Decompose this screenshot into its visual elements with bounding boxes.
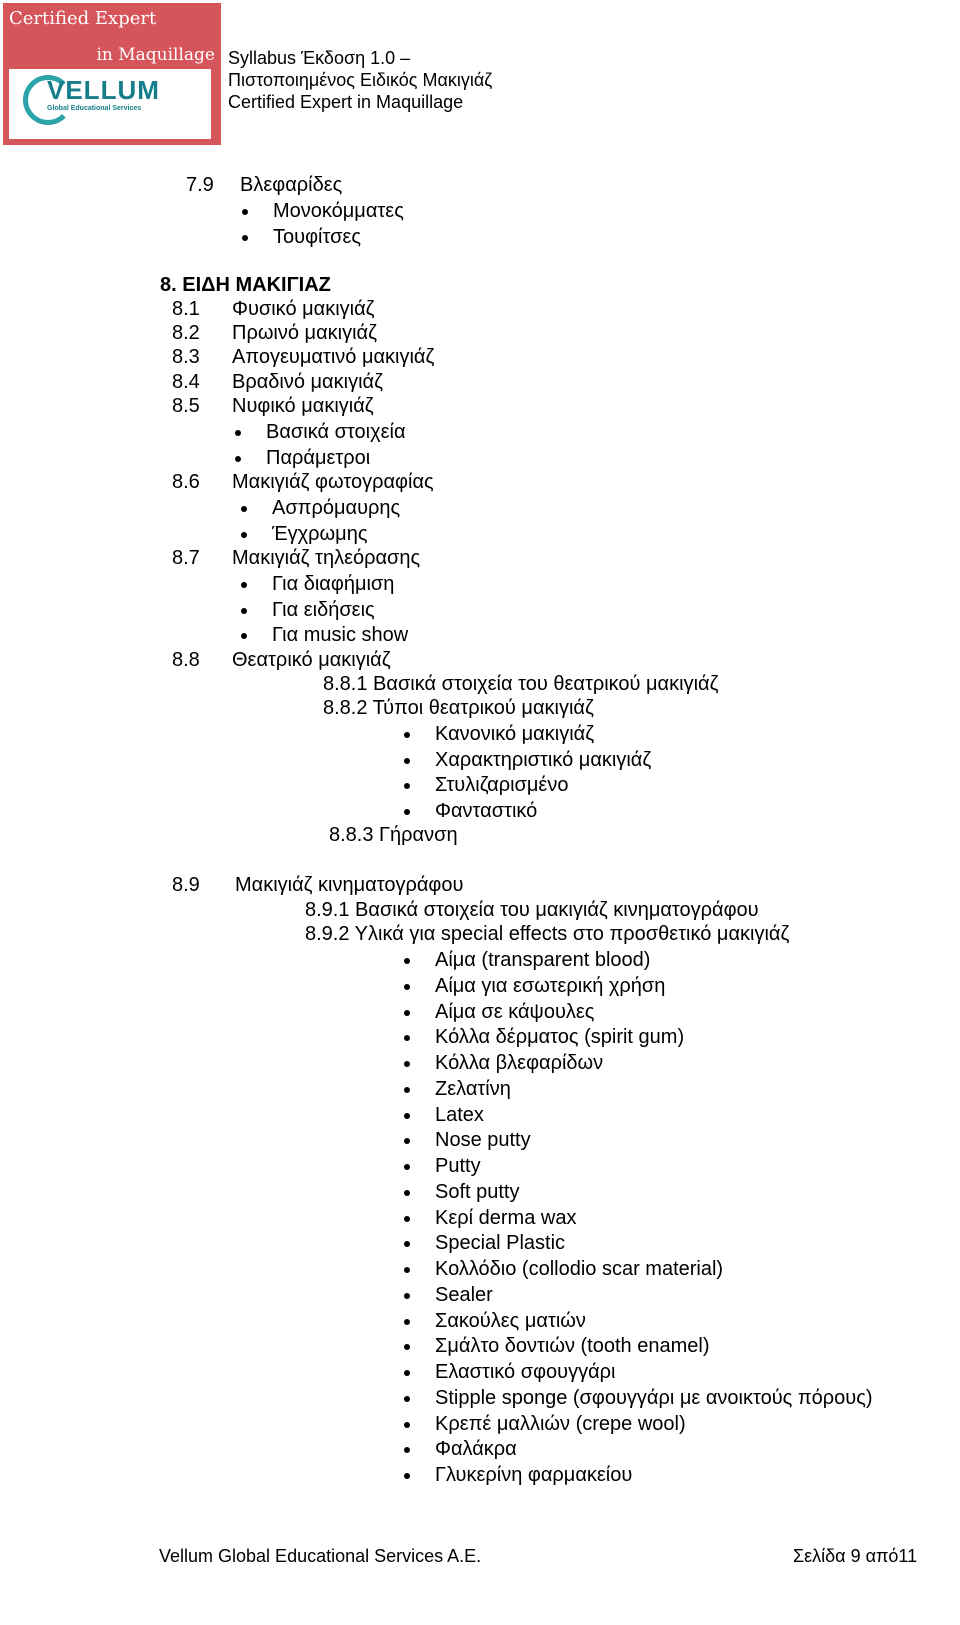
- list-item: Φανταστικό: [435, 800, 538, 822]
- list-item: Φαλάκρα: [435, 1438, 517, 1461]
- section-label: Βλεφαρίδες: [240, 174, 343, 196]
- section-label: Φυσικό μακιγιάζ: [232, 298, 375, 320]
- list-item: Ζελατίνη: [435, 1077, 511, 1100]
- list-item: Για music show: [272, 624, 409, 646]
- list-item: Κόλλα δέρματος (spirit gum): [435, 1026, 685, 1049]
- list-item: Ελαστικό σφουγγάρι: [435, 1361, 616, 1383]
- list-item: Αίμα για εσωτερική χρήση: [435, 974, 666, 997]
- subsection: 8.8.1 Βασικά στοιχεία του θεατρικού μακιγιάζ: [323, 673, 719, 695]
- section-number: 8.5: [172, 395, 200, 417]
- list-item: Για διαφήμιση: [272, 573, 395, 595]
- list-item: Special Plastic: [435, 1232, 566, 1255]
- list-item: Τουφίτσες: [273, 226, 362, 248]
- list-item: Κόλλα βλεφαρίδων: [435, 1052, 604, 1074]
- list-item: Σακούλες ματιών: [435, 1309, 586, 1332]
- list-item: Στυλιζαρισμένο: [435, 774, 569, 796]
- list-item: Βασικά στοιχεία: [266, 421, 406, 443]
- list-item: Κολλόδιο (collodio scar material): [435, 1258, 724, 1280]
- section-number: 8.6: [172, 471, 200, 493]
- title-english: Certified Expert in Maquillage: [228, 92, 464, 112]
- title-greek: Πιστοποιημένος Ειδικός Μακιγιάζ: [228, 70, 493, 90]
- subsection: 8.9.1 Βασικά στοιχεία του μακιγιάζ κινηματογράφου: [305, 899, 759, 921]
- list-item: Γλυκερίνη φαρμακείου: [435, 1464, 633, 1486]
- subsection: 8.8.3 Γήρανση: [329, 824, 458, 846]
- section-number: 8.3: [172, 346, 200, 368]
- list-item: Μονοκόμματες: [273, 200, 404, 222]
- footer-page-number: Σελίδα 9 από11: [793, 1546, 918, 1566]
- section-label: Θεατρικό μακιγιάζ: [232, 649, 391, 671]
- list-item: Soft putty: [435, 1180, 520, 1203]
- footer-company: Vellum Global Educational Services A.E.: [159, 1546, 482, 1566]
- section-number: 8.2: [172, 322, 200, 344]
- logo-subtitle: Global Educational Services: [47, 105, 142, 112]
- list-item: Παράμετροι: [266, 447, 371, 469]
- list-item: Κερί derma wax: [435, 1206, 577, 1229]
- section-number: 8.9: [172, 874, 200, 896]
- list-item: Χαρακτηριστικό μακιγιάζ: [435, 749, 652, 771]
- list-item: Αίμα (transparent blood): [435, 949, 651, 971]
- list-item: Ασπρόμαυρης: [272, 497, 401, 519]
- logo-panel: [9, 69, 211, 139]
- list-item: Σμάλτο δοντιών (tooth enamel): [435, 1335, 710, 1358]
- section-label: Μακιγιάζ φωτογραφίας: [232, 471, 434, 493]
- syllabus-version: Syllabus Έκδοση 1.0 –: [228, 48, 411, 68]
- list-item: Putty: [435, 1155, 481, 1177]
- logo-brand: VELLUM: [47, 75, 160, 105]
- logo-line2: in Maquillage: [96, 45, 215, 65]
- list-item: Κρεπέ μαλλιών (crepe wool): [435, 1412, 686, 1435]
- subsection: 8.8.2 Τύποι θεατρικού μακιγιάζ: [323, 697, 594, 719]
- list-item: Nose putty: [435, 1129, 531, 1152]
- section-number: 8.1: [172, 298, 200, 320]
- logo-line1: Certified Expert: [9, 8, 157, 29]
- section-label: Νυφικό μακιγιάζ: [232, 395, 374, 417]
- list-item: Sealer: [435, 1283, 493, 1306]
- list-item: Latex: [435, 1103, 484, 1126]
- section-label: Βραδινό μακιγιάζ: [232, 371, 383, 393]
- section-number: 7.9: [186, 174, 214, 196]
- logo: [3, 3, 221, 145]
- list-item: Αίμα σε κάψουλες: [435, 1000, 595, 1023]
- section-number: 8.4: [172, 371, 200, 393]
- subsection: 8.9.2 Υλικά για special effects στο προσθετικό μακιγιάζ: [305, 923, 790, 945]
- list-item: Έγχρωμης: [272, 523, 368, 545]
- section-label: Μακιγιάζ τηλεόρασης: [232, 547, 421, 569]
- section-label: Απογευματινό μακιγιάζ: [232, 346, 435, 368]
- section-label: Μακιγιάζ κινηματογράφου: [235, 874, 464, 896]
- section-label: Πρωινό μακιγιάζ: [232, 322, 377, 344]
- list-item: Κανονικό μακιγιάζ: [435, 723, 595, 745]
- section-heading: 8. ΕΙΔΗ ΜΑΚΙΓΙΑΖ: [160, 274, 331, 296]
- list-item: Stipple sponge (σφουγγάρι με ανοικτούς πόρους): [435, 1386, 873, 1409]
- list-item: Για ειδήσεις: [272, 599, 375, 621]
- section-number: 8.7: [172, 547, 200, 569]
- section-number: 8.8: [172, 649, 200, 671]
